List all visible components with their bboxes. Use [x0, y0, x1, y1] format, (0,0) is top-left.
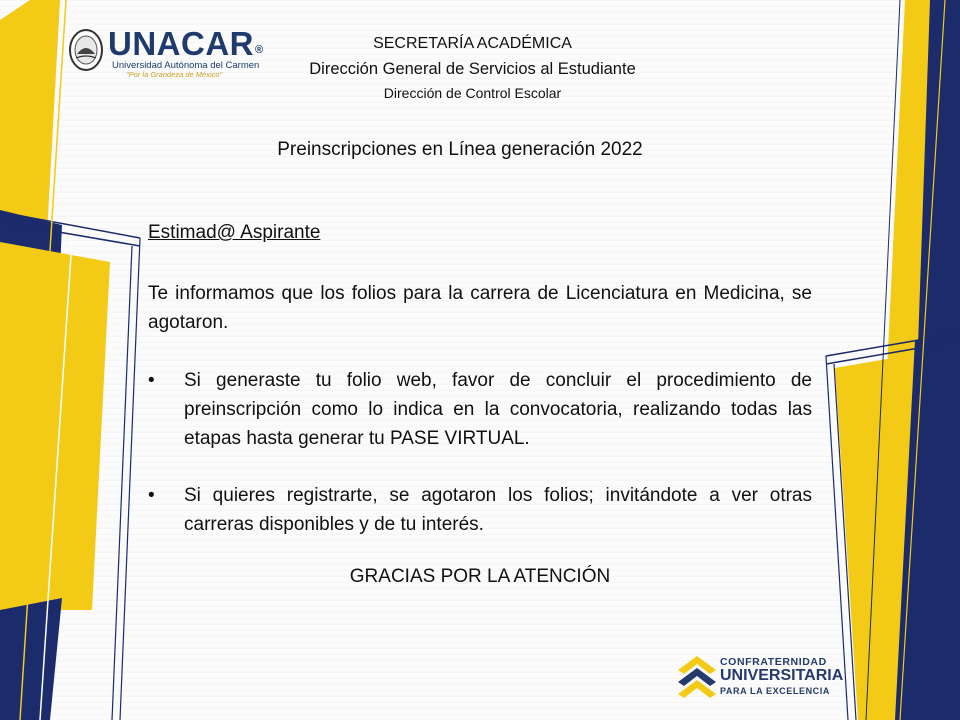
salutation: Estimad@ Aspirante: [148, 222, 321, 243]
logo-motto: "Por la Grandeza de México": [126, 70, 223, 79]
header-secretaria: SECRETARÍA ACADÉMICA: [373, 35, 572, 52]
registered-mark: ®: [255, 44, 264, 56]
logo-subtitle: Universidad Autónoma del Carmen: [112, 60, 260, 71]
bullet-icon: •: [148, 370, 155, 391]
page-title: Preinscripciones en Línea generación 2022: [277, 139, 643, 160]
closing-text: GRACIAS POR LA ATENCIÓN: [349, 566, 611, 587]
footer-logo-line2: UNIVERSITARIA: [720, 667, 844, 684]
unacar-logo: [68, 26, 288, 78]
footer-logo-line3: PARA LA EXCELENCIA: [720, 686, 830, 696]
bullet-text: Si generaste tu folio web, favor de concluir el procedimiento de preinscripción como lo indica en la convocatoria, realizando todas las etapas hasta generar tu PASE VIRTUAL.: [184, 370, 812, 449]
bullet-text: Si quieres registrarte, se agotaron los folios; invitándote a ver otras carreras disponibles y de tu interés.: [184, 485, 812, 535]
seal-icon: [68, 28, 104, 72]
left-line-3: [120, 238, 140, 720]
left-line-4: [112, 246, 132, 720]
bullet-icon: •: [148, 485, 155, 506]
chevron-logo-icon: [676, 654, 718, 700]
confraternidad-logo: [676, 654, 846, 704]
header-direccion-control: Dirección de Control Escolar: [383, 85, 562, 101]
footer-logo-line1: CONFRATERNIDAD: [720, 656, 827, 668]
info-paragraph: Te informamos que los folios para la carrera de Licenciatura en Medicina, se agotaron.: [148, 283, 812, 333]
logo-name: UNACAR®: [108, 25, 264, 62]
header-direccion-general: Dirección General de Servicios al Estudiante: [309, 60, 636, 78]
left-navy-bottom: [0, 598, 62, 720]
left-yellow-block: [0, 242, 110, 610]
